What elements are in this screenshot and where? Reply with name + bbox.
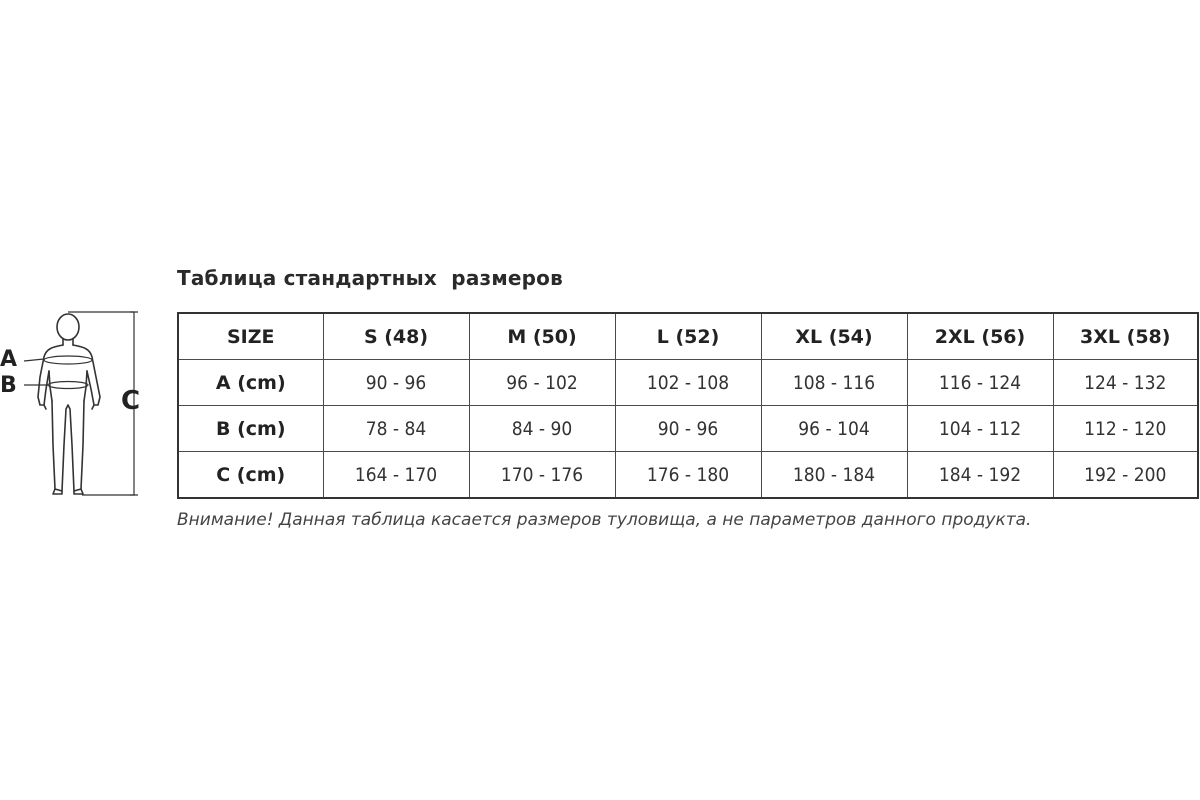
table-cell: 90 - 96 <box>323 360 469 406</box>
table-cell: 164 - 170 <box>323 452 469 499</box>
header-m: M (50) <box>469 313 615 360</box>
size-table <box>177 312 1199 499</box>
header-xl: XL (54) <box>761 313 907 360</box>
table-cell: 176 - 180 <box>615 452 761 499</box>
table-cell: 102 - 108 <box>615 360 761 406</box>
measure-label-b: B <box>0 373 17 398</box>
table-cell: 184 - 192 <box>907 452 1053 499</box>
table-row <box>178 360 1198 406</box>
measure-label-a: A <box>0 347 18 372</box>
header-size: SIZE <box>178 313 323 360</box>
table-cell: 84 - 90 <box>469 406 615 452</box>
disclaimer-note: Внимание! Данная таблица касается размеров туловища, а не параметров данного продукта. <box>177 510 1032 530</box>
header-3xl: 3XL (58) <box>1053 313 1198 360</box>
table-cell: 78 - 84 <box>323 406 469 452</box>
table-cell: 96 - 102 <box>469 360 615 406</box>
table-cell: 104 - 112 <box>907 406 1053 452</box>
row-label-a: A (cm) <box>178 360 323 406</box>
table-cell: 90 - 96 <box>615 406 761 452</box>
row-label-c: C (cm) <box>178 452 323 499</box>
table-row <box>178 452 1198 499</box>
table-cell: 192 - 200 <box>1053 452 1198 499</box>
table-cell: 108 - 116 <box>761 360 907 406</box>
body-measurement-figure <box>0 305 160 505</box>
size-chart-title: Таблица стандартных размеров <box>177 266 563 290</box>
table-cell: 112 - 120 <box>1053 406 1198 452</box>
table-cell: 170 - 176 <box>469 452 615 499</box>
table-cell: 116 - 124 <box>907 360 1053 406</box>
table-header-row <box>178 313 1198 360</box>
header-2xl: 2XL (56) <box>907 313 1053 360</box>
measure-label-c: C <box>121 386 141 416</box>
table-cell: 180 - 184 <box>761 452 907 499</box>
row-label-b: B (cm) <box>178 406 323 452</box>
table-row <box>178 406 1198 452</box>
header-l: L (52) <box>615 313 761 360</box>
table-cell: 124 - 132 <box>1053 360 1198 406</box>
table-cell: 96 - 104 <box>761 406 907 452</box>
header-s: S (48) <box>323 313 469 360</box>
